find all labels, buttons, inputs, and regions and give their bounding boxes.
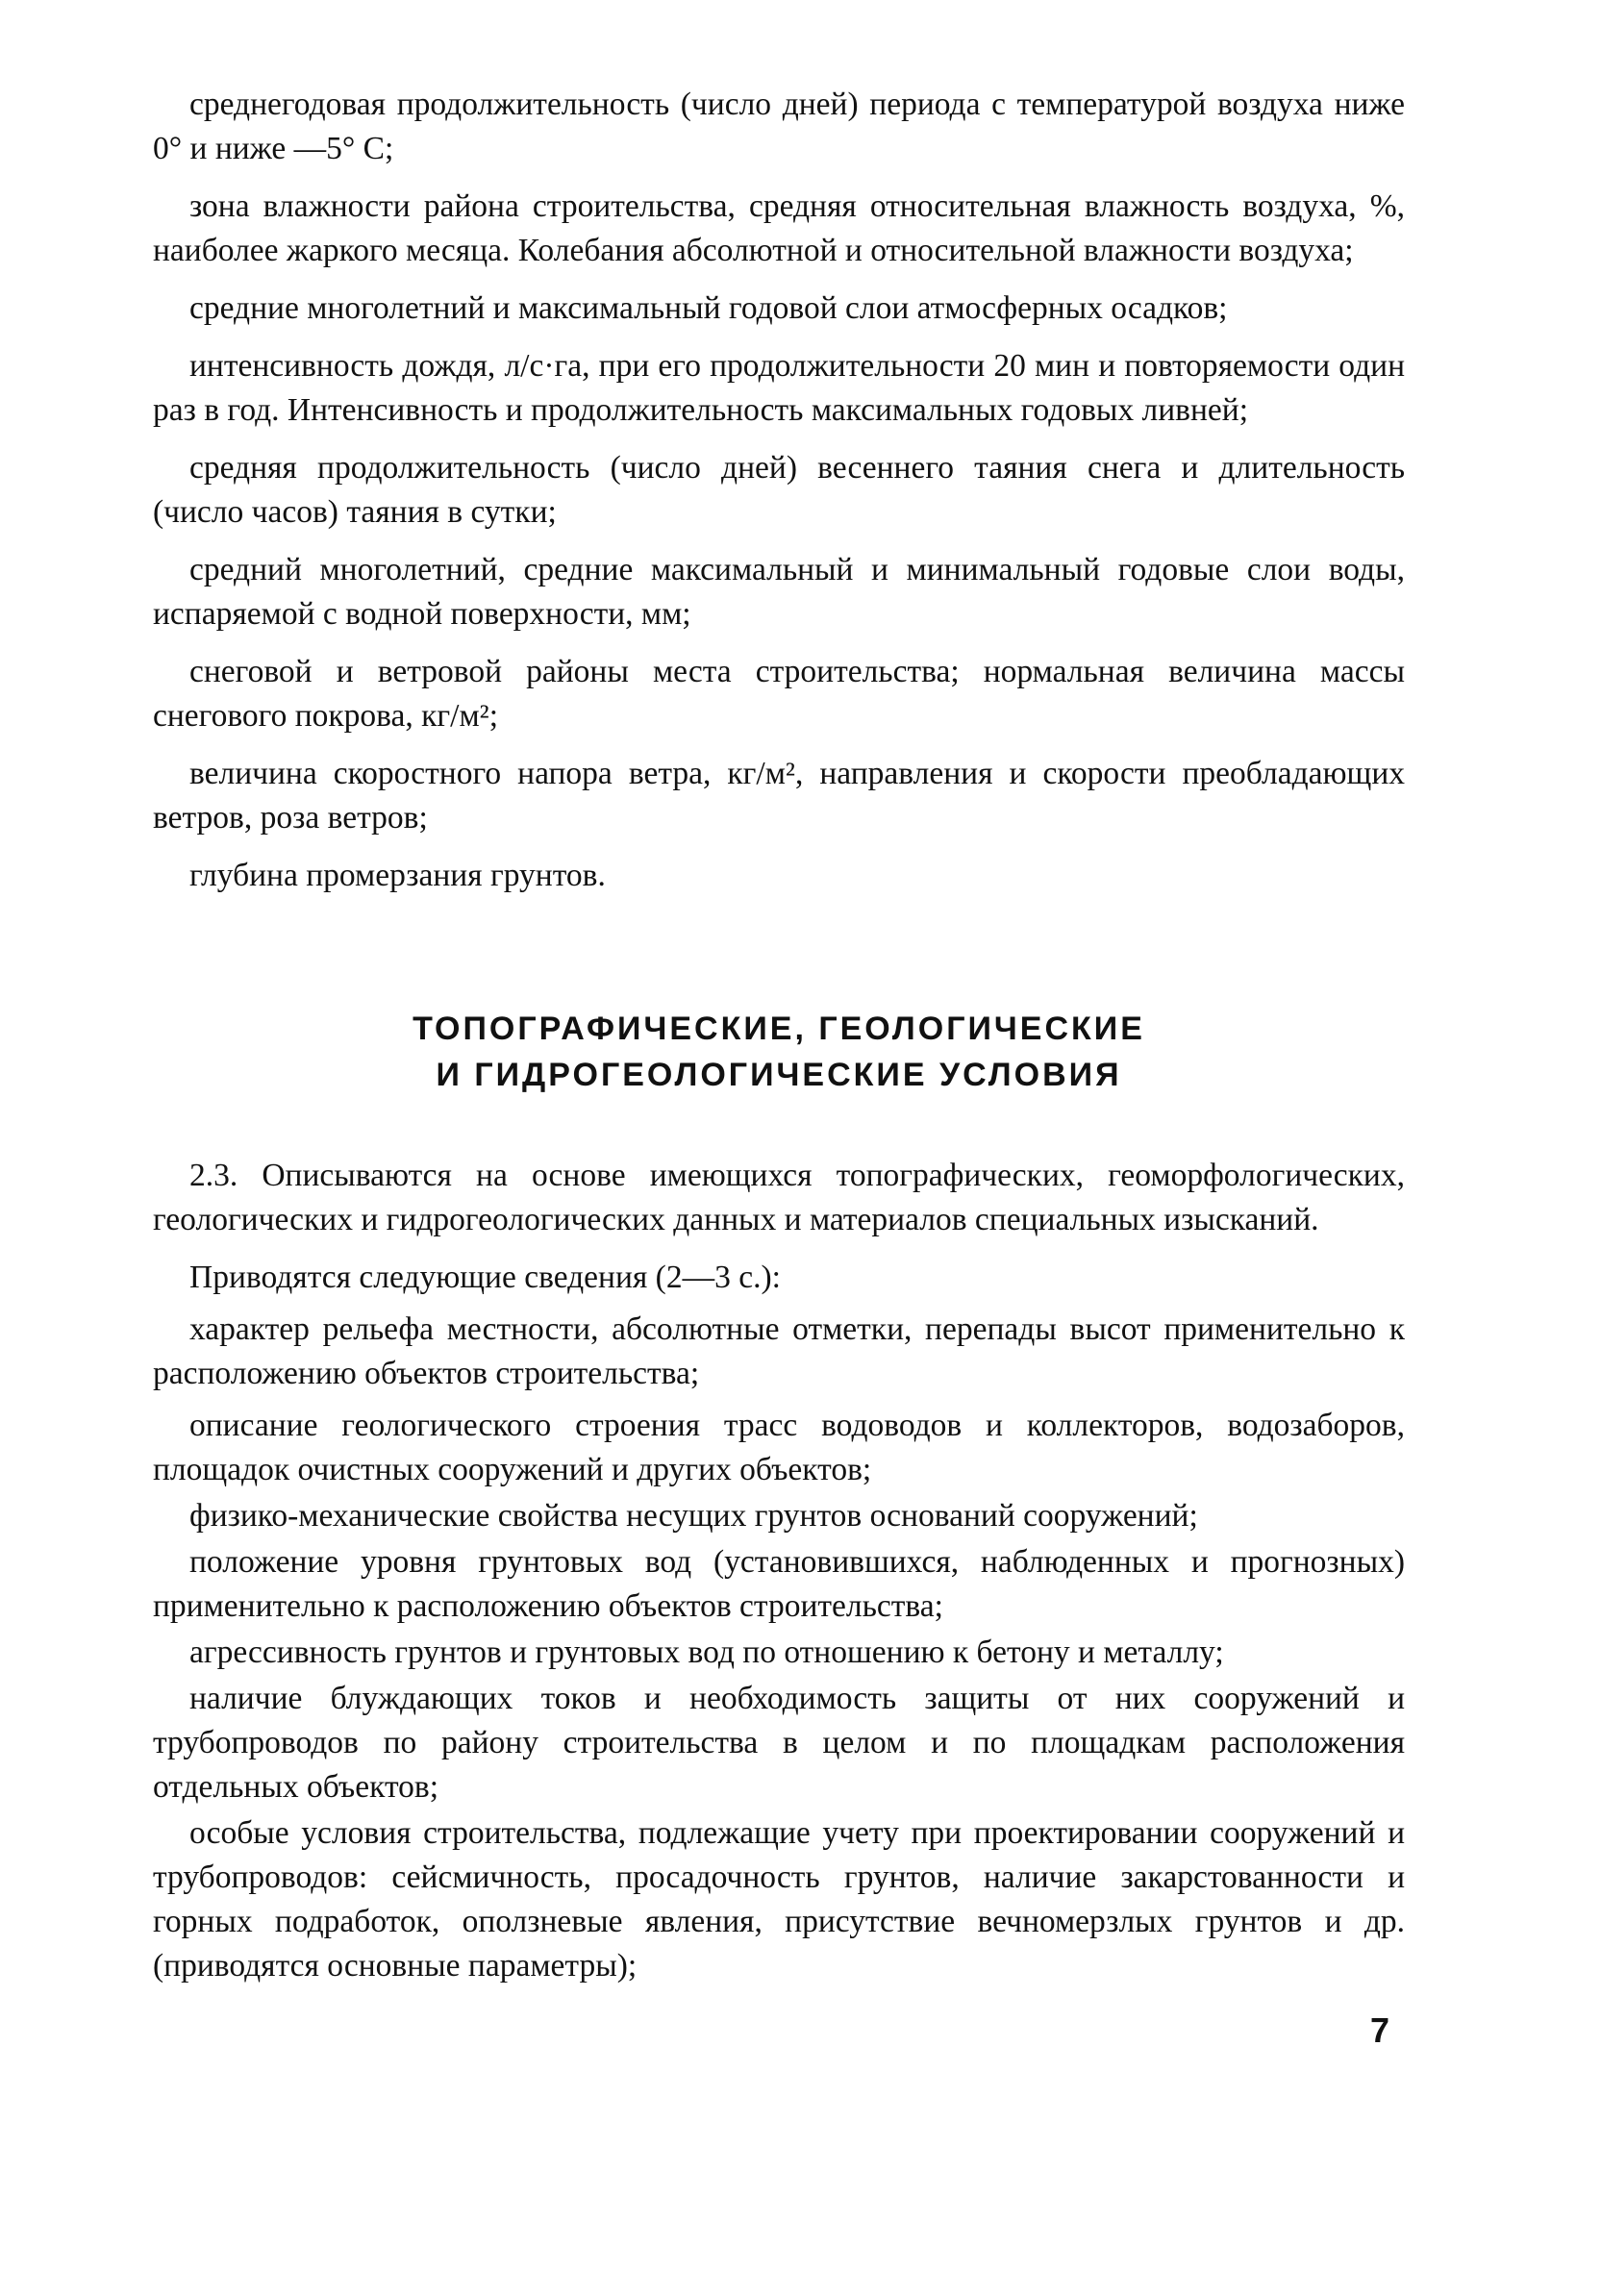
paragraph-relief: характер рельефа местности, абсолютные отметки, перепады высот применительно к расположению объектов строительства; xyxy=(153,1311,1405,1391)
document-page xyxy=(153,83,1405,1988)
paragraph-rain-intensity: интенсивность дождя, л/с·га, при его продолжительности 20 мин и повторяемости один раз в год. Интенсивность и продолжительность максимальных годовых ливней; xyxy=(153,348,1405,428)
section-heading xyxy=(153,1006,1405,1098)
climate-conditions-list xyxy=(153,83,1405,898)
paragraph-clause-2-3: 2.3. Описываются на основе имеющихся топографических, геоморфологических, геологических и гидрогеологических данных и материалов специальных изысканий. xyxy=(153,1158,1405,1237)
paragraph-temperature-period: среднегодовая продолжительность (число дней) периода с температурой воздуха ниже 0° и ниже —5° С; xyxy=(153,87,1405,166)
section-heading-line-2: И ГИДРОГЕОЛОГИЧЕСКИЕ УСЛОВИЯ xyxy=(436,1057,1122,1093)
paragraph-soil-properties: физико-механические свойства несущих грунтов оснований сооружений; xyxy=(189,1498,1198,1534)
paragraph-precipitation: средние многолетний и максимальный годовой слои атмосферных осадков; xyxy=(189,290,1228,326)
paragraph-info-intro: Приводятся следующие сведения (2—3 с.): xyxy=(189,1260,781,1295)
paragraph-snow-wind-regions: снеговой и ветровой районы места строительства; нормальная величина массы снегового покрова, кг/м²; xyxy=(153,654,1405,734)
paragraph-wind-pressure: величина скоростного напора ветра, кг/м², направления и скорости преобладающих ветров, роза ветров; xyxy=(153,756,1405,836)
page-number: 7 xyxy=(1370,2010,1390,2050)
paragraph-special-conditions: особые условия строительства, подлежащие учету при проектировании сооружений и трубопроводов: сейсмичность, просадочность грунтов, наличие закарстованности и горных подработок, оползневые явления, присутствие вечномерзлых грунтов и др. (приводятся основные параметры); xyxy=(153,1815,1405,1984)
paragraph-geological-structure: описание геологического строения трасс водоводов и коллекторов, водозаборов, площадок очистных сооружений и других объектов; xyxy=(153,1408,1405,1487)
paragraph-stray-currents: наличие блуждающих токов и необходимость защиты от них сооружений и трубопроводов по району строительства в целом и по площадкам расположения отдельных объектов; xyxy=(153,1681,1405,1805)
paragraph-evaporation: средний многолетний, средние максимальный и минимальный годовые слои воды, испаряемой с водной поверхности, мм; xyxy=(153,552,1405,632)
section-heading-line-1: ТОПОГРАФИЧЕСКИЕ, ГЕОЛОГИЧЕСКИЕ xyxy=(413,1011,1145,1047)
geology-conditions-list xyxy=(153,1154,1405,1988)
paragraph-aggressiveness: агрессивность грунтов и грунтовых вод по отношению к бетону и металлу; xyxy=(189,1635,1224,1670)
paragraph-snow-melt: средняя продолжительность (число дней) весеннего таяния снега и длительность (число часов) таяния в сутки; xyxy=(153,450,1405,530)
paragraph-frost-depth: глубина промерзания грунтов. xyxy=(189,858,606,893)
paragraph-groundwater-level: положение уровня грунтовых вод (установившихся, наблюденных и прогнозных) применительно к расположению объектов строительства; xyxy=(153,1544,1405,1624)
paragraph-humidity-zone: зона влажности района строительства, средняя относительная влажность воздуха, %, наиболее жаркого месяца. Колебания абсолютной и относительной влажности воздуха; xyxy=(153,188,1405,268)
